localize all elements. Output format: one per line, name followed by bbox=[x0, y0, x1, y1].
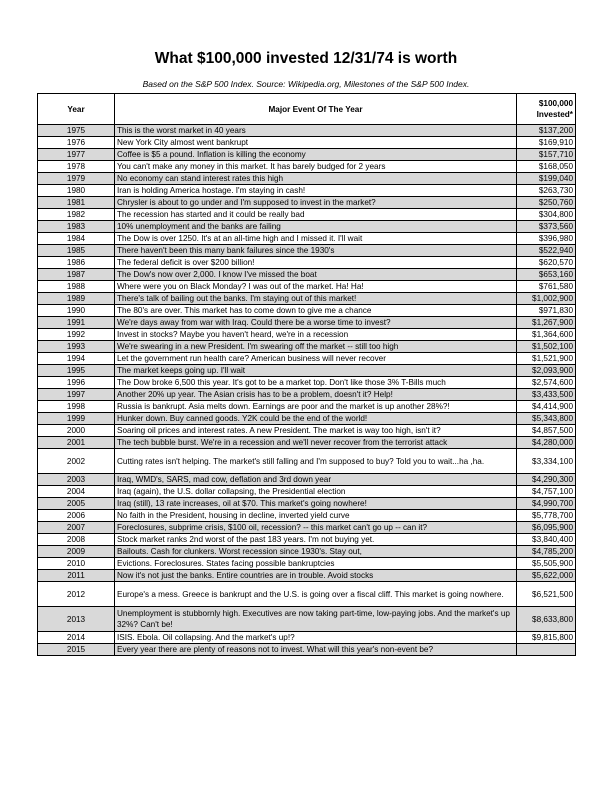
cell-event: Stock market ranks 2nd worst of the past 183 years. I'm not buying yet. bbox=[115, 534, 517, 546]
cell-year: 1988 bbox=[38, 281, 115, 293]
cell-year: 1975 bbox=[38, 125, 115, 137]
cell-year: 2012 bbox=[38, 582, 115, 607]
table-row bbox=[38, 425, 576, 437]
cell-event: Iraq (again), the U.S. dollar collapsing, the Presidential election bbox=[115, 486, 517, 498]
cell-value: $3,334,100 bbox=[517, 449, 576, 474]
cell-year: 1976 bbox=[38, 137, 115, 149]
cell-year: 2011 bbox=[38, 570, 115, 582]
cell-year: 2013 bbox=[38, 607, 115, 632]
cell-event: The Dow is over 1250. It's at an all-time high and I missed it. I'll wait bbox=[115, 233, 517, 245]
table-row bbox=[38, 173, 576, 185]
cell-event: Cutting rates isn't helping. The market's still falling and I'm supposed to buy? Told you to wait...ha ,ha. bbox=[115, 449, 517, 474]
cell-year: 1998 bbox=[38, 401, 115, 413]
cell-event: Now it's not just the banks. Entire countries are in trouble. Avoid stocks bbox=[115, 570, 517, 582]
page-subtitle: Based on the S&P 500 Index. Source: Wikipedia.org, Milestones of the S&P 500 Index. bbox=[142, 79, 470, 89]
cell-value: $3,433,500 bbox=[517, 389, 576, 401]
cell-event: There's talk of bailing out the banks. I'm staying out of this market! bbox=[115, 293, 517, 305]
cell-year: 1990 bbox=[38, 305, 115, 317]
table-row bbox=[38, 197, 576, 209]
cell-year: 1999 bbox=[38, 413, 115, 425]
cell-value: $620,570 bbox=[517, 257, 576, 269]
cell-event: We're swearing in a new President. I'm swearing off the market -- still too high bbox=[115, 341, 517, 353]
cell-value: $1,502,100 bbox=[517, 341, 576, 353]
cell-value: $653,160 bbox=[517, 269, 576, 281]
cell-value: $4,990,700 bbox=[517, 498, 576, 510]
cell-event: Iran is holding America hostage. I'm staying in cash! bbox=[115, 185, 517, 197]
cell-year: 1995 bbox=[38, 365, 115, 377]
investment-table bbox=[37, 93, 576, 656]
cell-value: $169,910 bbox=[517, 137, 576, 149]
cell-year: 1981 bbox=[38, 197, 115, 209]
table-row bbox=[38, 305, 576, 317]
table-row bbox=[38, 161, 576, 173]
cell-event: The tech bubble burst. We're in a recession and we'll never recover from the terrorist attack bbox=[115, 437, 517, 449]
cell-value: $250,760 bbox=[517, 197, 576, 209]
cell-value: $396,980 bbox=[517, 233, 576, 245]
cell-year: 1991 bbox=[38, 317, 115, 329]
cell-value: $1,364,600 bbox=[517, 329, 576, 341]
cell-year: 2007 bbox=[38, 522, 115, 534]
cell-value: $199,040 bbox=[517, 173, 576, 185]
cell-year: 2008 bbox=[38, 534, 115, 546]
cell-year: 2006 bbox=[38, 510, 115, 522]
cell-event: Invest in stocks? Maybe you haven't heard, we're in a recession bbox=[115, 329, 517, 341]
cell-event: Iraq (still), 13 rate increases, oil at $70. This market's going nowhere! bbox=[115, 498, 517, 510]
table-row bbox=[38, 534, 576, 546]
cell-value: $761,580 bbox=[517, 281, 576, 293]
cell-event: The Dow broke 6,500 this year. It's got to be a market top. Don't like those 3% T-Bills much bbox=[115, 377, 517, 389]
cell-year: 2005 bbox=[38, 498, 115, 510]
cell-event: 10% unemployment and the banks are failing bbox=[115, 221, 517, 233]
cell-year: 1983 bbox=[38, 221, 115, 233]
cell-event: The Dow's now over 2,000. I know I've missed the boat bbox=[115, 269, 517, 281]
cell-event: ISIS. Ebola. Oil collapsing. And the market's up!? bbox=[115, 632, 517, 644]
table-row bbox=[38, 401, 576, 413]
cell-value: $5,505,900 bbox=[517, 558, 576, 570]
cell-event: Russia is bankrupt. Asia melts down. Earnings are poor and the market is up another 28%?! bbox=[115, 401, 517, 413]
cell-value: $8,633,800 bbox=[517, 607, 576, 632]
cell-year: 1994 bbox=[38, 353, 115, 365]
table-row bbox=[38, 522, 576, 534]
cell-value: $168,050 bbox=[517, 161, 576, 173]
cell-value: $1,267,900 bbox=[517, 317, 576, 329]
cell-year: 2015 bbox=[38, 644, 115, 656]
table-row bbox=[38, 185, 576, 197]
table-row bbox=[38, 329, 576, 341]
cell-event: Europe's a mess. Greece is bankrupt and the U.S. is going over a fiscal cliff. This market is going nowhere. bbox=[115, 582, 517, 607]
cell-year: 1993 bbox=[38, 341, 115, 353]
table-row bbox=[38, 498, 576, 510]
cell-event: We're days away from war with Iraq. Could there be a worse time to invest? bbox=[115, 317, 517, 329]
cell-year: 2004 bbox=[38, 486, 115, 498]
cell-value: $4,290,300 bbox=[517, 474, 576, 486]
table-row bbox=[38, 582, 576, 607]
cell-value: $9,815,800 bbox=[517, 632, 576, 644]
cell-year: 1984 bbox=[38, 233, 115, 245]
cell-year: 1992 bbox=[38, 329, 115, 341]
cell-event: Where were you on Black Monday? I was out of the market. Ha! Ha! bbox=[115, 281, 517, 293]
table-row bbox=[38, 293, 576, 305]
cell-event: New York City almost went bankrupt bbox=[115, 137, 517, 149]
cell-event: The market keeps going up. I'll wait bbox=[115, 365, 517, 377]
cell-value: $5,343,800 bbox=[517, 413, 576, 425]
cell-event: Soaring oil prices and interest rates. A new President. The market is way too high, isn't it? bbox=[115, 425, 517, 437]
table-row bbox=[38, 257, 576, 269]
table-row bbox=[38, 341, 576, 353]
cell-value bbox=[517, 644, 576, 656]
table-row bbox=[38, 137, 576, 149]
cell-year: 2009 bbox=[38, 546, 115, 558]
cell-year: 2010 bbox=[38, 558, 115, 570]
table-row bbox=[38, 389, 576, 401]
header-value bbox=[517, 94, 576, 125]
cell-value: $1,521,900 bbox=[517, 353, 576, 365]
cell-value: $4,785,200 bbox=[517, 546, 576, 558]
cell-year: 2003 bbox=[38, 474, 115, 486]
cell-year: 2001 bbox=[38, 437, 115, 449]
table-row bbox=[38, 632, 576, 644]
cell-event: Every year there are plenty of reasons not to invest. What will this year's non-event be? bbox=[115, 644, 517, 656]
cell-value: $3,840,400 bbox=[517, 534, 576, 546]
table-row bbox=[38, 281, 576, 293]
table-header-row bbox=[38, 94, 576, 125]
cell-event: You can't make any money in this market. It has barely budged for 2 years bbox=[115, 161, 517, 173]
cell-year: 1979 bbox=[38, 173, 115, 185]
table-row bbox=[38, 269, 576, 281]
table-row bbox=[38, 449, 576, 474]
cell-value: $373,560 bbox=[517, 221, 576, 233]
table-row bbox=[38, 558, 576, 570]
cell-value: $4,414,900 bbox=[517, 401, 576, 413]
cell-event: Foreclosures, subprime crisis, $100 oil, recession? -- this market can't go up -- can it? bbox=[115, 522, 517, 534]
table-row bbox=[38, 437, 576, 449]
cell-event: Bailouts. Cash for clunkers. Worst recession since 1930's. Stay out, bbox=[115, 546, 517, 558]
table-row bbox=[38, 245, 576, 257]
cell-year: 2002 bbox=[38, 449, 115, 474]
cell-value: $971,830 bbox=[517, 305, 576, 317]
table-row bbox=[38, 317, 576, 329]
table-row bbox=[38, 546, 576, 558]
cell-year: 1982 bbox=[38, 209, 115, 221]
cell-event: This is the worst market in 40 years bbox=[115, 125, 517, 137]
cell-value: $304,800 bbox=[517, 209, 576, 221]
header-year: Year bbox=[38, 94, 115, 125]
cell-event: Chrysler is about to go under and I'm supposed to invest in the market? bbox=[115, 197, 517, 209]
cell-event: Let the government run health care? American business will never recover bbox=[115, 353, 517, 365]
cell-event: No economy can stand interest rates this high bbox=[115, 173, 517, 185]
cell-value: $4,280,000 bbox=[517, 437, 576, 449]
table-row bbox=[38, 209, 576, 221]
table-body bbox=[38, 125, 576, 656]
cell-value: $157,710 bbox=[517, 149, 576, 161]
cell-value: $1,002,900 bbox=[517, 293, 576, 305]
cell-event: The federal deficit is over $200 billion! bbox=[115, 257, 517, 269]
cell-year: 1978 bbox=[38, 161, 115, 173]
header-value-line2: Invested* bbox=[536, 110, 573, 119]
table-row bbox=[38, 125, 576, 137]
header-value-line1: $100,000 bbox=[538, 99, 573, 108]
cell-value: $2,093,900 bbox=[517, 365, 576, 377]
table-row bbox=[38, 607, 576, 632]
cell-value: $522,940 bbox=[517, 245, 576, 257]
table-row bbox=[38, 644, 576, 656]
cell-value: $263,730 bbox=[517, 185, 576, 197]
cell-event: Coffee is $5 a pound. Inflation is killing the economy bbox=[115, 149, 517, 161]
table-row bbox=[38, 377, 576, 389]
cell-event: The recession has started and it could be really bad bbox=[115, 209, 517, 221]
cell-year: 1987 bbox=[38, 269, 115, 281]
cell-value: $4,757,100 bbox=[517, 486, 576, 498]
table-row bbox=[38, 413, 576, 425]
cell-year: 1986 bbox=[38, 257, 115, 269]
page-title: What $100,000 invested 12/31/74 is worth bbox=[154, 50, 458, 67]
cell-event: No faith in the President, housing in decline, inverted yield curve bbox=[115, 510, 517, 522]
cell-event: Another 20% up year. The Asian crisis has to be a problem, doesn't it? Help! bbox=[115, 389, 517, 401]
cell-event: Hunker down. Buy canned goods. Y2K could be the end of the world! bbox=[115, 413, 517, 425]
cell-event: The 80's are over. This market has to come down to give me a chance bbox=[115, 305, 517, 317]
table-row bbox=[38, 149, 576, 161]
cell-year: 1997 bbox=[38, 389, 115, 401]
cell-value: $6,095,900 bbox=[517, 522, 576, 534]
cell-value: $5,622,000 bbox=[517, 570, 576, 582]
cell-year: 2000 bbox=[38, 425, 115, 437]
header-event: Major Event Of The Year bbox=[115, 94, 517, 125]
cell-value: $5,778,700 bbox=[517, 510, 576, 522]
table-row bbox=[38, 510, 576, 522]
cell-event: Unemployment is stubbornly high. Executives are now taking part-time, low-paying jobs. And the market's up 32%? Can't be! bbox=[115, 607, 517, 632]
cell-year: 1985 bbox=[38, 245, 115, 257]
cell-value: $6,521,500 bbox=[517, 582, 576, 607]
table-row bbox=[38, 221, 576, 233]
cell-event: There haven't been this many bank failures since the 1930's bbox=[115, 245, 517, 257]
cell-value: $4,857,500 bbox=[517, 425, 576, 437]
cell-value: $137,200 bbox=[517, 125, 576, 137]
table-row bbox=[38, 486, 576, 498]
cell-year: 1977 bbox=[38, 149, 115, 161]
cell-year: 1989 bbox=[38, 293, 115, 305]
table-row bbox=[38, 353, 576, 365]
cell-year: 1980 bbox=[38, 185, 115, 197]
table-row bbox=[38, 474, 576, 486]
table-row bbox=[38, 365, 576, 377]
cell-event: Iraq, WMD's, SARS, mad cow, deflation and 3rd down year bbox=[115, 474, 517, 486]
table-row bbox=[38, 233, 576, 245]
cell-value: $2,574,600 bbox=[517, 377, 576, 389]
table-row bbox=[38, 570, 576, 582]
cell-year: 1996 bbox=[38, 377, 115, 389]
cell-year: 2014 bbox=[38, 632, 115, 644]
cell-event: Evictions. Foreclosures. States facing possible bankruptcies bbox=[115, 558, 517, 570]
